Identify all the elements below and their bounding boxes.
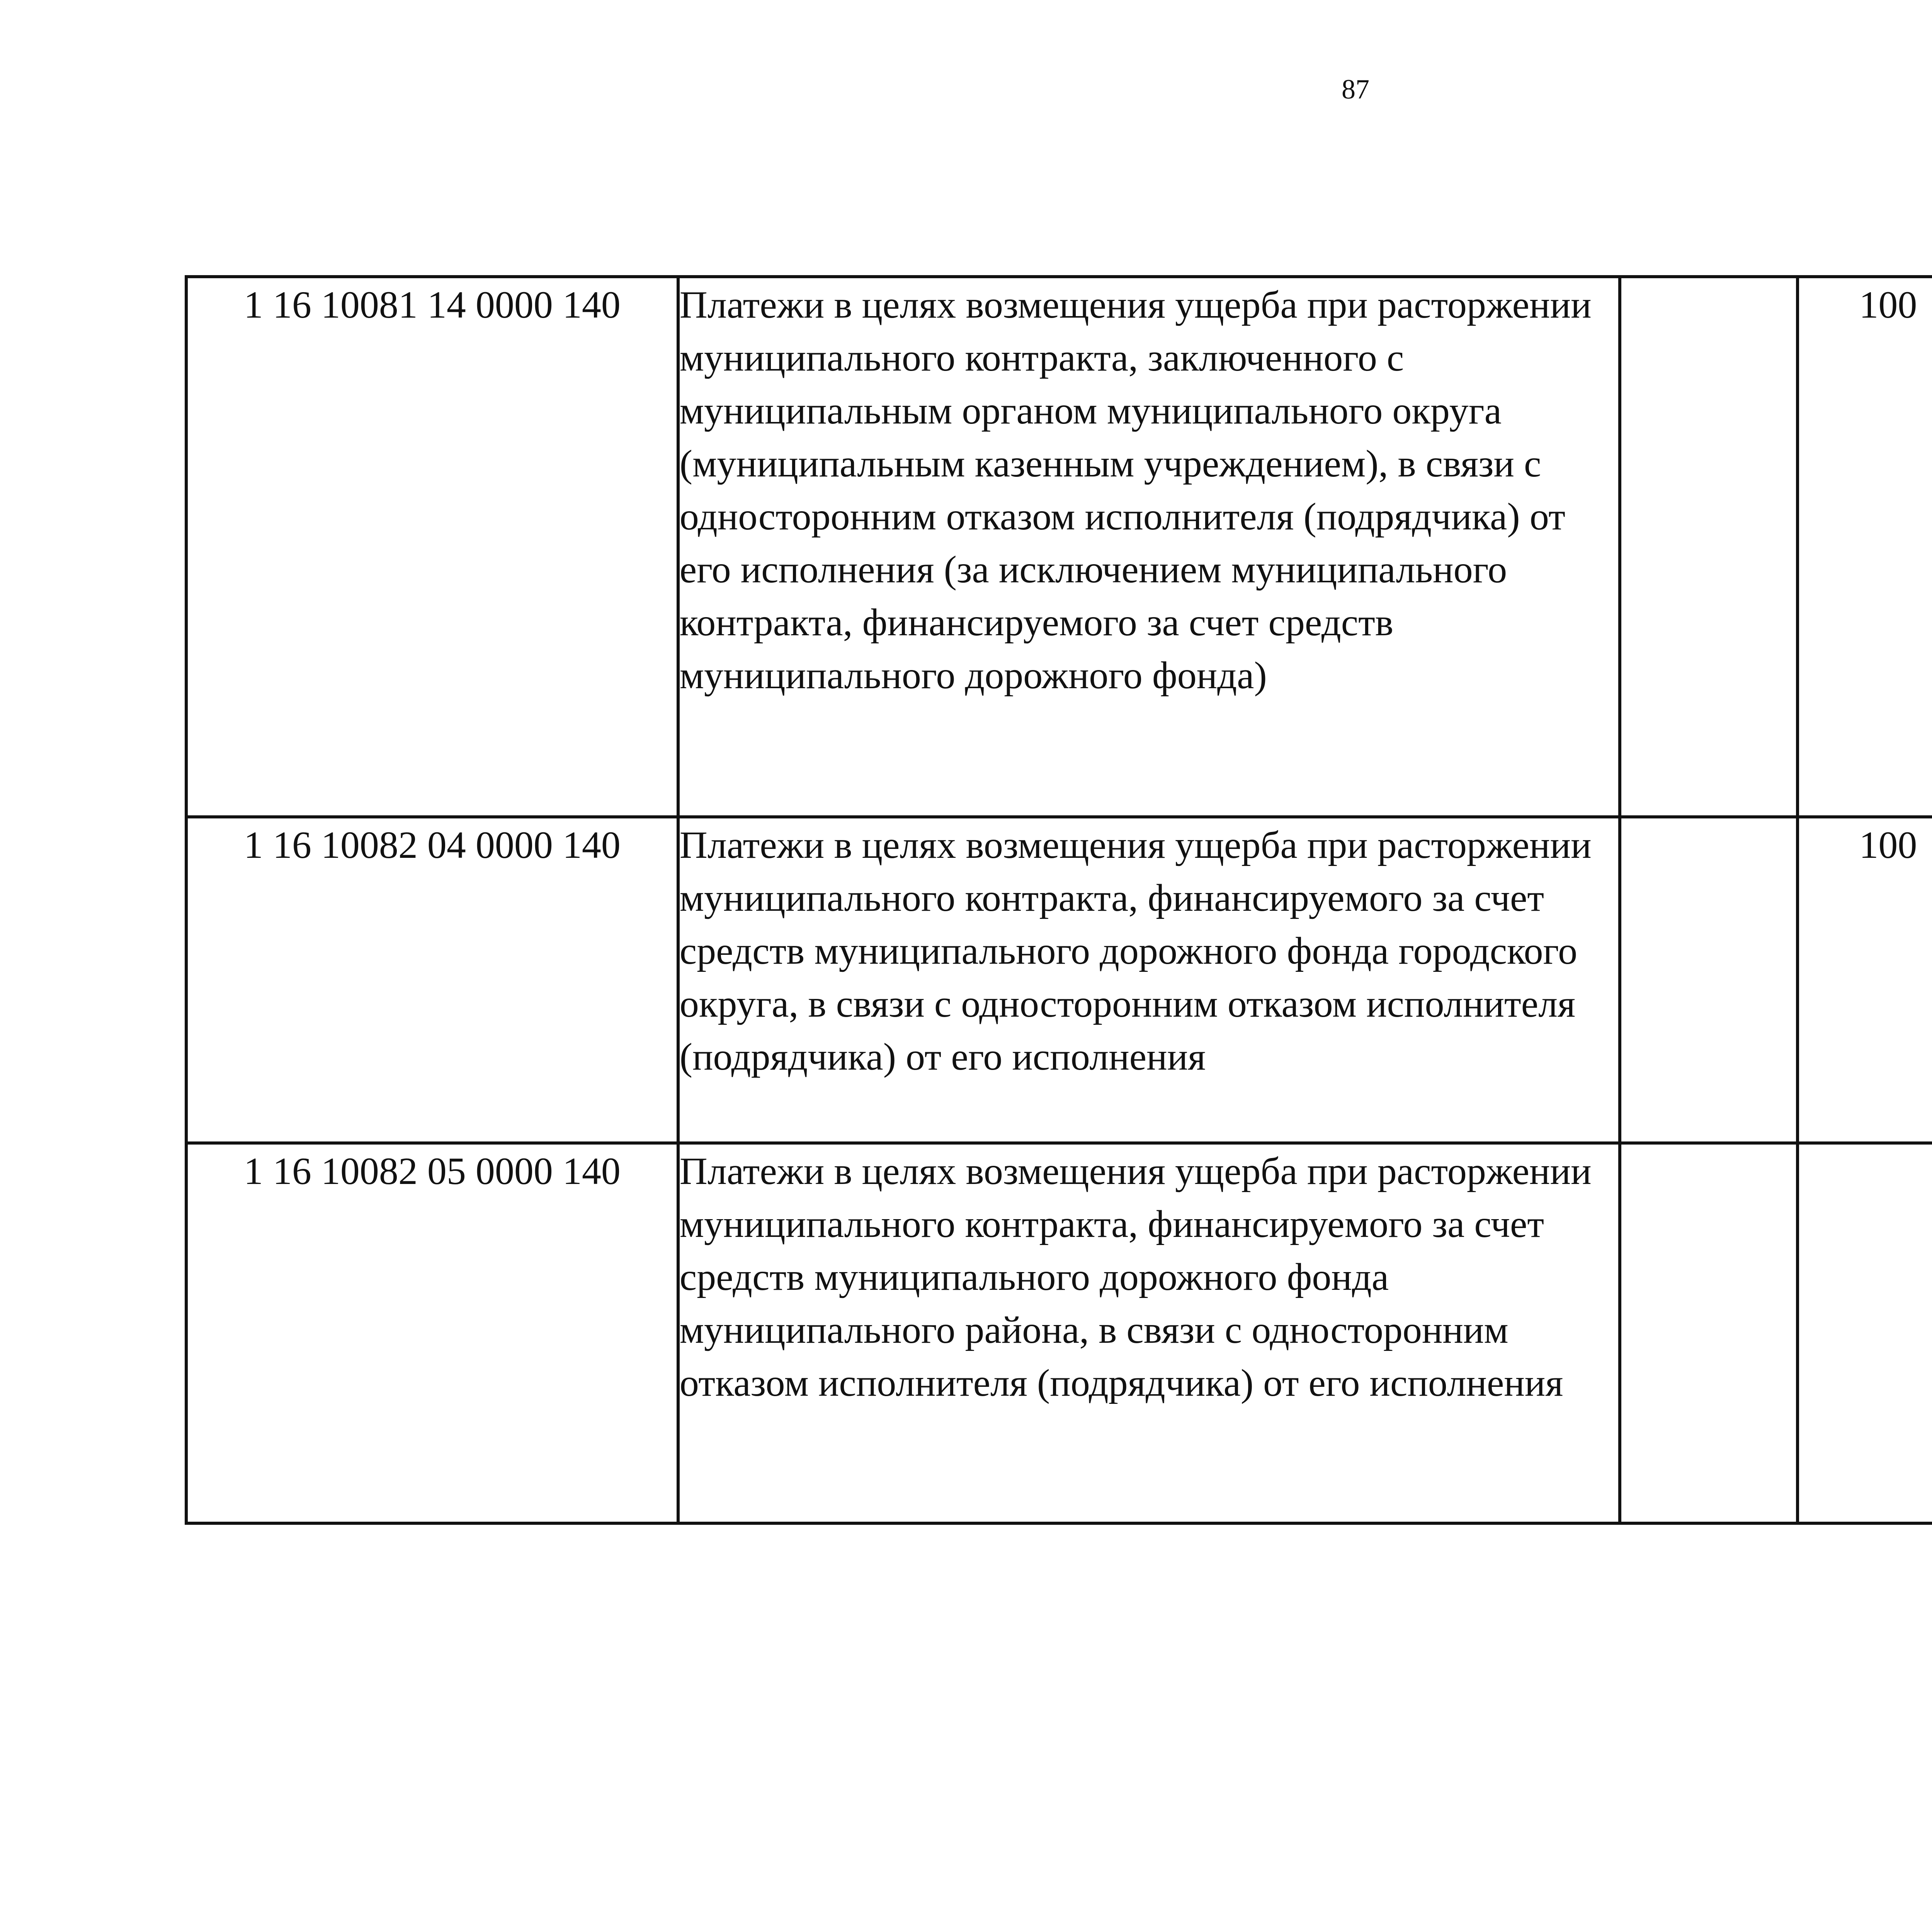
table-row [186,817,1932,1143]
revenue-description-cell: Платежи в целях возмещения ущерба при расторжении муниципального контракта, финансируемого за счет средств муниципального дорожного фонда муниципального района, в связи с односторонним отказом исполнителя (подрядчика) от его исполнения [678,1143,1620,1523]
share-cell-1 [1620,817,1798,1143]
budget-code-cell: 1 16 10082 04 0000 140 [186,817,678,1143]
table-row [186,277,1932,817]
budget-code-cell: 1 16 10082 05 0000 140 [186,1143,678,1523]
table-row [186,1143,1932,1523]
share-cell-2: 100 [1798,277,1932,817]
revenue-distribution-table [185,275,1932,1525]
budget-code-cell: 1 16 10081 14 0000 140 [186,277,678,817]
share-cell-2: 100 [1798,817,1932,1143]
revenue-description-cell: Платежи в целях возмещения ущерба при расторжении муниципального контракта, финансируемого за счет средств муниципального дорожного фонда городского округа, в связи с односторонним отказом исполнителя (подрядчика) от его исполнения [678,817,1620,1143]
share-cell-1 [1620,277,1798,817]
page-number: 87 [1342,74,1369,105]
revenue-description-cell: Платежи в целях возмещения ущерба при расторжении муниципального контракта, заключенного с муниципальным органом муниципального округа (муниципальным казенным учреждением), в связи с односторонним отказом исполнителя (подрядчика) от его исполнения (за исключением муниципального контракта, финансируемого за счет средств муниципального дорожного фонда) [678,277,1620,817]
share-cell-2 [1798,1143,1932,1523]
share-cell-1 [1620,1143,1798,1523]
